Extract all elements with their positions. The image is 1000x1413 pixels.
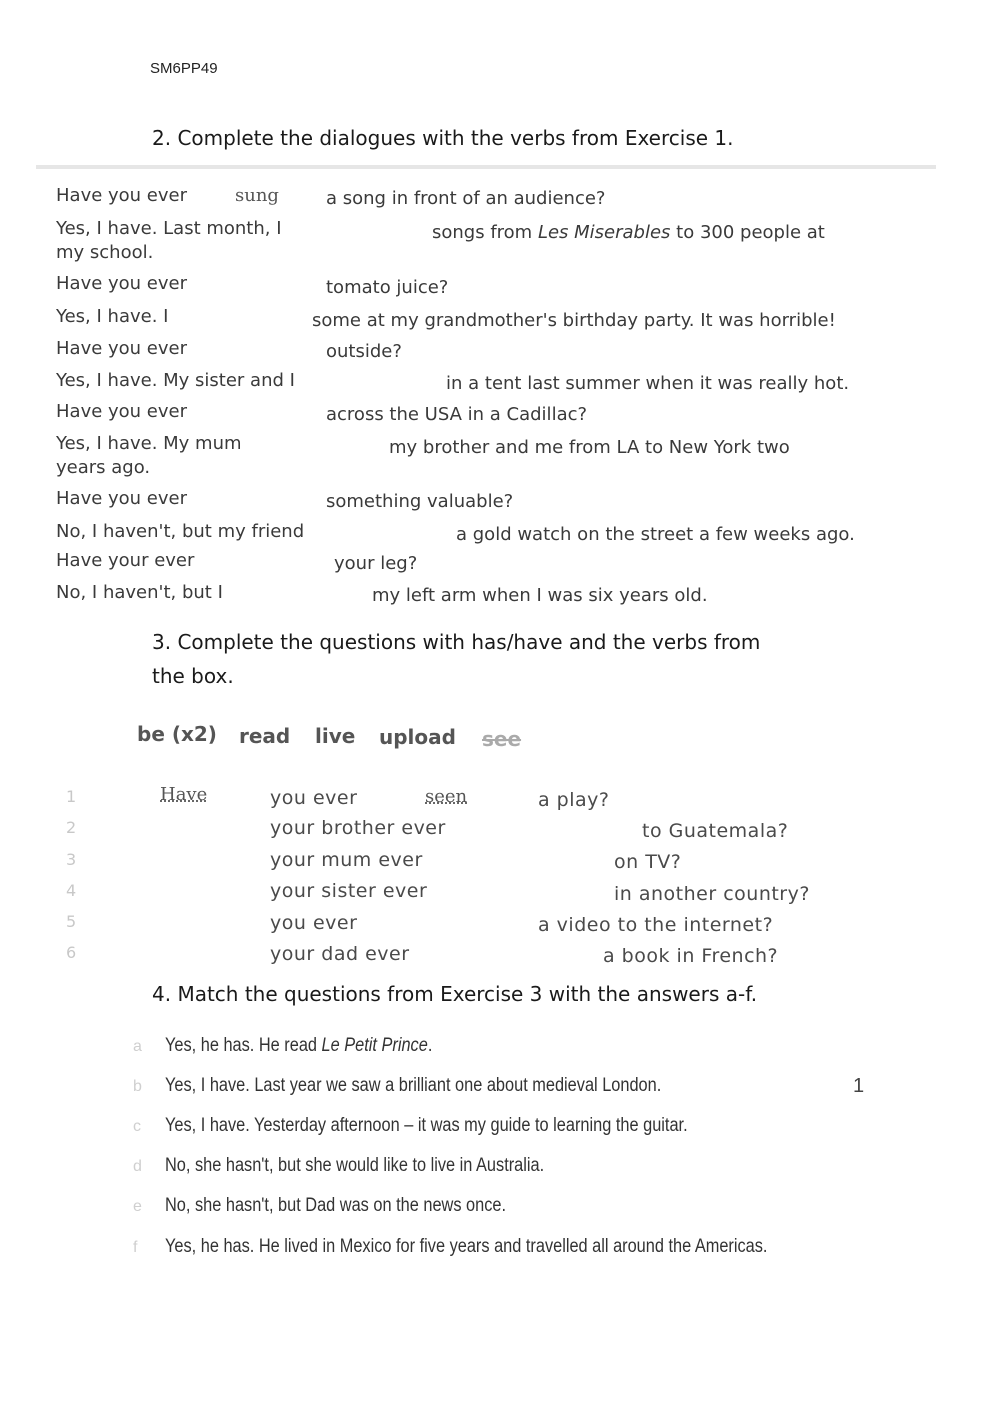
question-subject: your dad ever	[270, 943, 410, 965]
dialogue-line-right: across the USA in a Cadillac?	[326, 404, 588, 425]
question-number: 1	[66, 787, 77, 806]
answer-line: No, she hasn't, but Dad was on the news once.	[165, 1195, 507, 1216]
question-number: 2	[66, 818, 77, 837]
answer-letter: f	[133, 1239, 138, 1256]
box-word-crossed: see	[482, 727, 522, 751]
dialogue-line-left: No, I haven't, but my friend	[56, 521, 305, 542]
answer-letter: e	[133, 1198, 142, 1215]
dialogue-line-right: your leg?	[334, 553, 418, 574]
dialogue-line-right: something valuable?	[326, 491, 514, 512]
box-word: read	[239, 724, 291, 748]
dialogue-line-right: outside?	[326, 341, 402, 362]
question-rest: a play?	[538, 789, 610, 811]
dialogue-line-left: Have you ever	[56, 185, 188, 206]
answer-letter: d	[133, 1158, 142, 1175]
question-rest: a video to the internet?	[538, 914, 774, 936]
dialogue-line-left: Have you ever	[56, 401, 188, 422]
italic-title: Les Miserables	[537, 222, 671, 243]
dialogue-line-right: my left arm when I was six years old.	[372, 585, 708, 606]
question-subject: your mum ever	[270, 849, 423, 871]
answer-letter: b	[133, 1078, 142, 1095]
answer-line	[165, 1035, 432, 1057]
question-subject: your sister ever	[270, 880, 428, 902]
dialogue-line-right: my brother and me from LA to New York two	[389, 437, 790, 458]
answer-line: No, she hasn't, but she would like to live in Australia.	[165, 1155, 545, 1176]
question-rest: in another country?	[614, 883, 810, 905]
question-rest: a book in French?	[603, 945, 779, 967]
dialogue-line-right: in a tent last summer when it was really hot.	[446, 373, 850, 394]
answer-line: Yes, he has. He lived in Mexico for five years and travelled all around the Americas.	[165, 1236, 768, 1257]
italic-title: Le Petit Prince	[321, 1035, 428, 1056]
question-subject: you ever	[270, 912, 358, 934]
box-word: be (x2)	[137, 722, 217, 746]
text-segment: Yes, he has. He read	[165, 1035, 322, 1056]
text-segment: .	[427, 1035, 433, 1056]
question-subject: your brother ever	[270, 817, 446, 839]
question-number: 3	[66, 850, 77, 869]
dialogue-line-right: a gold watch on the street a few weeks ago.	[456, 524, 855, 545]
text-segment: to 300 people at	[670, 222, 825, 243]
question-rest: to Guatemala?	[642, 820, 789, 842]
question-answer-aux: Have	[160, 784, 208, 805]
dialogue-line-right: a song in front of an audience?	[326, 188, 606, 209]
answer-letter: a	[133, 1038, 142, 1055]
dialogue-line-left: Have you ever	[56, 488, 188, 509]
dialogue-line-left: No, I haven't, but I	[56, 582, 223, 603]
answer-line: Yes, I have. Yesterday afternoon – it was my guide to learning the guitar.	[165, 1115, 688, 1136]
document-code: SM6PP49	[150, 60, 218, 77]
exercise-3-heading: 3. Complete the questions with has/have and the verbs from	[152, 630, 761, 654]
dialogue-line-left: Yes, I have. I	[56, 306, 169, 327]
dialogue-answer: sung	[235, 185, 279, 206]
box-word: live	[315, 724, 356, 748]
dialogue-line-left: Have your ever	[56, 550, 195, 571]
dialogue-line-left: Have you ever	[56, 273, 188, 294]
text-segment: songs from	[432, 222, 538, 243]
exercise-2-heading: 2. Complete the dialogues with the verbs from Exercise 1.	[152, 126, 734, 150]
dialogue-line-left: Yes, I have. My mum	[56, 433, 242, 454]
question-number: 5	[66, 912, 77, 931]
dialogue-line-left: Yes, I have. My sister and I	[56, 370, 295, 391]
dialogue-line-left-cont: my school.	[56, 242, 154, 263]
dialogue-line-left-cont: years ago.	[56, 457, 151, 478]
dialogue-line-left: Have you ever	[56, 338, 188, 359]
exercise-4-heading: 4. Match the questions from Exercise 3 with the answers a-f.	[152, 982, 758, 1006]
question-answer-verb: seen	[425, 786, 468, 807]
box-word: upload	[379, 725, 456, 749]
answer-letter: c	[133, 1118, 141, 1135]
question-rest: on TV?	[614, 851, 682, 873]
answer-line: Yes, I have. Last year we saw a brilliant one about medieval London.	[165, 1075, 662, 1096]
dialogue-line-right: some at my grandmother's birthday party. It was horrible!	[312, 310, 836, 331]
exercise-3-heading-cont: the box.	[152, 664, 234, 688]
question-number: 6	[66, 943, 77, 962]
dialogue-line-right	[432, 222, 825, 243]
question-subject: you ever	[270, 787, 358, 809]
handwritten-match: 1	[853, 1075, 865, 1097]
dialogue-line-right: tomato juice?	[326, 277, 449, 298]
question-number: 4	[66, 881, 77, 900]
scan-edge	[36, 165, 936, 169]
dialogue-line-left: Yes, I have. Last month, I	[56, 218, 282, 239]
